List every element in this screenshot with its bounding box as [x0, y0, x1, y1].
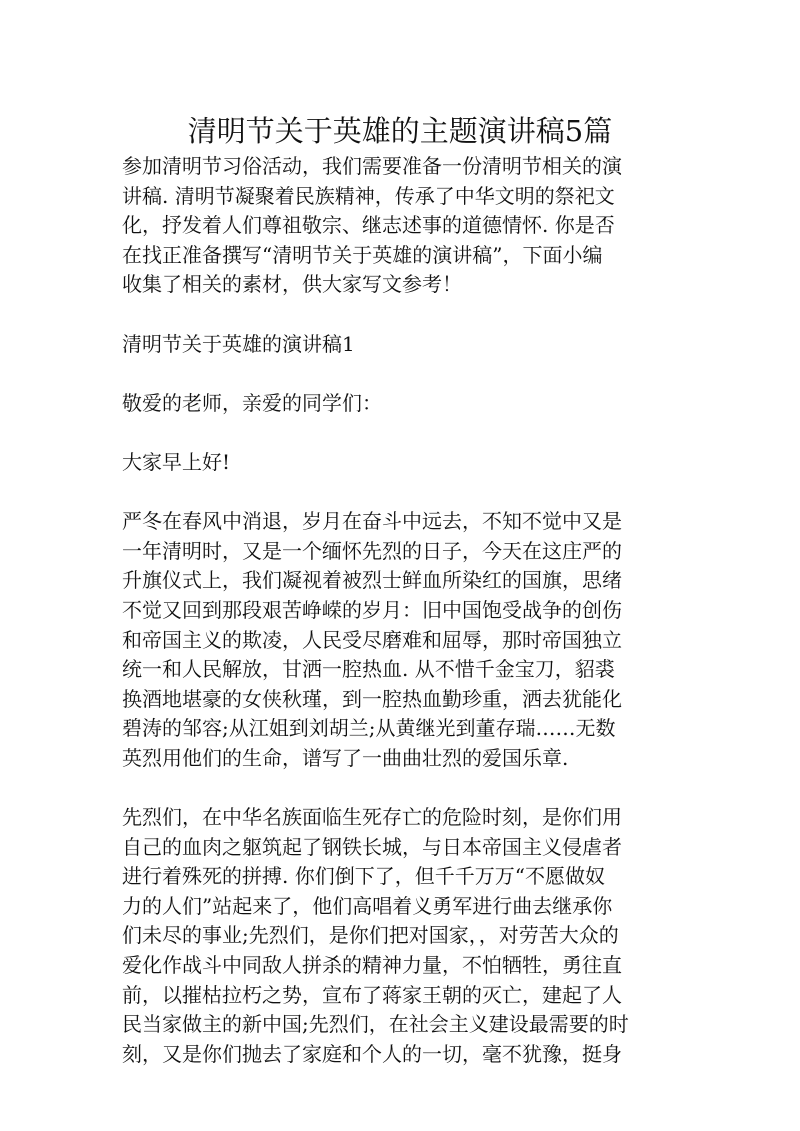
paragraph-gap [122, 418, 667, 448]
text-line: 先烈们，在中华名族面临生死存亡的危险时刻，是你们用 [122, 805, 622, 830]
section-heading [122, 330, 667, 360]
document-body [122, 152, 667, 1069]
text-line: 前，以摧枯拉朽之势，宣布了蒋家王朝的灭亡，建起了人 [122, 982, 622, 1007]
text-line: 敬爱的老师，亲爱的同学们： [122, 390, 382, 415]
text-line: 不觉又回到那段艰苦峥嵘的岁月：旧中国饱受战争的创伤 [122, 597, 622, 622]
text-line: 刻，又是你们抛去了家庭和个人的一切，毫不犹豫，挺身 [122, 1041, 622, 1066]
text-line: 民当家做主的新中国;先烈们，在社会主义建设最需要的时 [122, 1012, 629, 1037]
text-line: 升旗仪式上，我们凝视着被烈士鲜血所染红的国旗，思绪 [122, 568, 622, 593]
text-line: 统一和人民解放，甘洒一腔热血. 从不惜千金宝刀，貂裘 [122, 657, 615, 682]
document-title: 清明节关于英雄的主题演讲稿5篇 [187, 114, 613, 148]
text-line: 收集了相关的素材，供大家写文参考！ [122, 272, 462, 297]
paragraph-gap [122, 478, 667, 508]
text-line: 英烈用他们的生命，谱写了一曲曲壮烈的爱国乐章. [122, 745, 569, 770]
text-line: 爱化作战斗中同敌人拼杀的精神力量，不怕牺牲，勇往直 [122, 953, 622, 978]
paragraph-gap [122, 359, 667, 389]
paragraph-gap [122, 300, 667, 330]
text-line: 进行着殊死的拼搏. 你们倒下了，但千千万万“不愿做奴 [122, 864, 605, 889]
text-line: 讲稿. 清明节凝聚着民族精神，传承了中华文明的祭祀文 [122, 183, 615, 208]
intro-paragraph [122, 152, 667, 300]
text-line: 化，抒发着人们尊祖敬宗、继志述事的道德情怀. 你是否 [122, 213, 615, 238]
text-line: 大家早上好! [122, 449, 231, 474]
salutation [122, 389, 667, 419]
paragraph-gap [122, 773, 667, 803]
text-line: 一年清明时，又是一个缅怀先烈的日子，今天在这庄严的 [122, 538, 622, 563]
text-line: 严冬在春风中消退，岁月在奋斗中远去，不知不觉中又是 [122, 509, 622, 534]
text-line: 在找正准备撰写“清明节关于英雄的演讲稿”，下面小编 [122, 242, 603, 267]
text-line: 参加清明节习俗活动，我们需要准备一份清明节相关的演 [122, 154, 622, 178]
text-line: 们未尽的事业;先烈们，是你们把对国家，，对劳苦大众的 [122, 923, 619, 948]
text-line: 换酒地堪豪的女侠秋瑾，到一腔热血勤珍重，洒去犹能化 [122, 686, 622, 711]
text-line: 自己的血肉之躯筑起了钢铁长城，与日本帝国主义侵虐者 [122, 834, 622, 859]
text-line: 和帝国主义的欺凌，人民受尽磨难和屈辱，那时帝国独立 [122, 627, 622, 652]
text-line: 碧涛的邹容;从江姐到刘胡兰;从黄继光到董存瑞……无数 [122, 716, 616, 741]
text-line: 清明节关于英雄的演讲稿1 [122, 331, 355, 356]
text-line: 力的人们”站起来了，他们高唱着义勇军进行曲去继承你 [122, 893, 613, 918]
body-paragraph-1 [122, 507, 667, 773]
body-paragraph-2 [122, 803, 667, 1069]
greeting [122, 448, 667, 478]
